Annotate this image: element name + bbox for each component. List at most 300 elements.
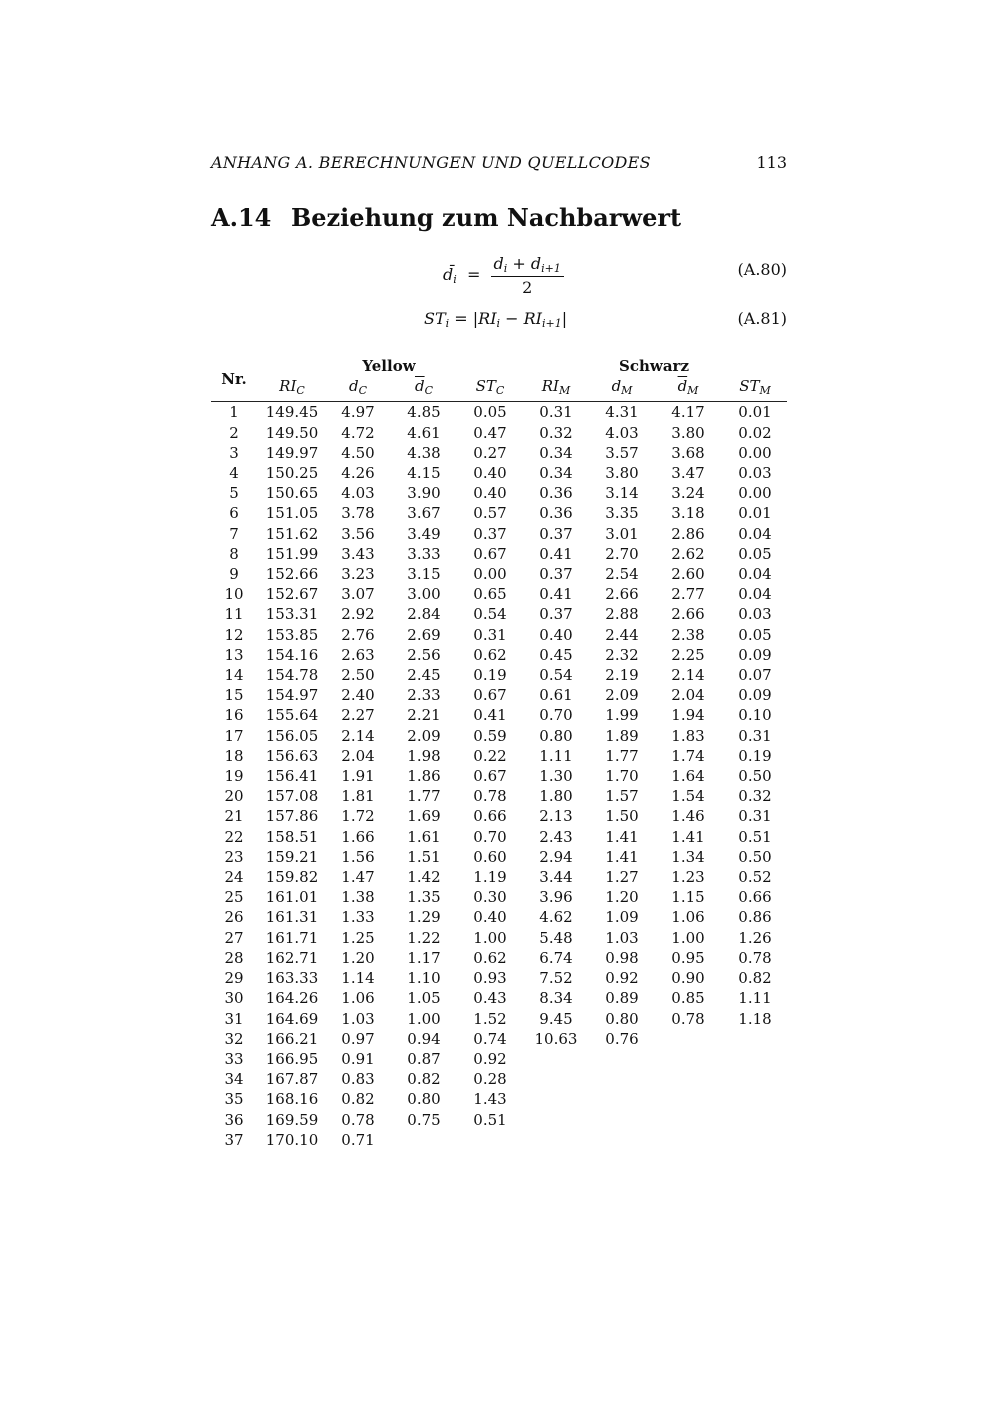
column-header [653, 376, 723, 402]
table-row [211, 1049, 787, 1069]
eq-num: d [493, 254, 504, 273]
eq-text-b: = |RI [449, 309, 497, 328]
table-cell: 1.56 [341, 847, 375, 866]
eq-sub-a: i [445, 317, 450, 330]
section-title: Beziehung zum Nachbarwert [291, 203, 682, 232]
table-cell: 1.77 [605, 746, 639, 765]
table-cell: 169.59 [265, 1110, 319, 1129]
table-cell: 151.99 [265, 544, 319, 563]
table-cell: 0.40 [539, 625, 573, 644]
table-cell: 1.89 [605, 726, 639, 745]
table-cell: 166.95 [265, 1049, 319, 1068]
table-cell: 1.22 [407, 928, 441, 947]
table-row [211, 544, 787, 564]
table-cell [591, 1130, 653, 1150]
table-cell: 154.97 [265, 686, 319, 705]
table-cell: 0.83 [341, 1070, 375, 1089]
table-cell: 1.70 [605, 767, 639, 786]
table-cell: 0.36 [539, 504, 573, 523]
table-cell: 0.80 [539, 726, 573, 745]
column-header-sub: M [621, 384, 633, 398]
table-cell: 2.04 [341, 746, 375, 765]
table-cell: 0.43 [473, 989, 507, 1008]
table-cell: 2.50 [341, 666, 375, 685]
equation-a80-body: $d̄_i$ = $\frac{d_i + d_{i+1}}{2}$ [443, 254, 564, 297]
table-cell: 2.33 [407, 686, 441, 705]
table-cell: 3.96 [539, 888, 573, 907]
table-cell [591, 1110, 653, 1130]
table-cell: 168.16 [265, 1090, 319, 1109]
table-cell: 167.87 [265, 1070, 319, 1089]
table-cell: 2.69 [407, 625, 441, 644]
row-number: 4 [229, 464, 239, 483]
table-cell: 156.63 [265, 746, 319, 765]
table-cell: 158.51 [265, 827, 319, 846]
table-cell: 8.34 [539, 989, 573, 1008]
table-cell: 166.21 [265, 1029, 319, 1048]
row-number: 2 [229, 423, 239, 442]
table-cell: 0.92 [605, 969, 639, 988]
column-header-base: $\overline{d}$ [677, 377, 688, 396]
table-cell: 3.43 [341, 544, 375, 563]
table-cell: 1.06 [341, 989, 375, 1008]
table-cell: 149.50 [265, 423, 319, 442]
table-cell: 2.45 [407, 666, 441, 685]
table-cell: 3.80 [605, 464, 639, 483]
table-cell: 1.80 [539, 787, 573, 806]
table-cell: 153.31 [265, 605, 319, 624]
table-cell: 149.45 [265, 403, 319, 422]
table-cell: 1.23 [671, 868, 705, 887]
table-cell: 1.41 [605, 827, 639, 846]
row-number: 21 [224, 807, 244, 826]
table-cell: 152.67 [265, 585, 319, 604]
table-cell: 0.78 [671, 1009, 705, 1028]
table-cell: 2.62 [671, 544, 705, 563]
table-row [211, 402, 787, 423]
column-header-base: $\overline{d}$ [414, 377, 425, 396]
table-cell: 4.38 [407, 443, 441, 462]
row-number: 17 [224, 726, 244, 745]
table-cell: 10.63 [534, 1029, 578, 1048]
table-cell: 2.66 [671, 605, 705, 624]
table-cell: 154.78 [265, 666, 319, 685]
table-cell: 1.86 [407, 767, 441, 786]
section-number: A.14 [211, 203, 272, 232]
table-cell: 0.02 [738, 423, 772, 442]
table-cell [723, 1029, 787, 1049]
table-row [211, 443, 787, 463]
row-number: 1 [229, 403, 239, 422]
table-cell: 1.99 [605, 706, 639, 725]
eq-sub-b: i [496, 317, 501, 330]
table-row [211, 645, 787, 665]
table-row [211, 746, 787, 766]
table-cell: 2.14 [341, 726, 375, 745]
nr-header: Nr. [211, 356, 257, 402]
row-number: 30 [224, 989, 244, 1008]
table-row [211, 463, 787, 483]
table-cell: 1.06 [671, 908, 705, 927]
table-row [211, 625, 787, 645]
table-cell: 4.17 [671, 403, 705, 422]
table-cell: 0.51 [473, 1110, 507, 1129]
table-row [211, 524, 787, 544]
table-row [211, 705, 787, 725]
column-header-sub: C [495, 384, 505, 398]
table-cell: 1.91 [341, 767, 375, 786]
table-cell: 1.51 [407, 847, 441, 866]
table-row [211, 584, 787, 604]
table-cell: 0.74 [473, 1029, 507, 1048]
table-cell: 0.62 [473, 645, 507, 664]
row-number: 19 [224, 767, 244, 786]
table-cell: 0.86 [738, 908, 772, 927]
table-cell: 0.78 [473, 787, 507, 806]
table-cell: 0.66 [738, 888, 772, 907]
table-cell: 1.26 [738, 928, 772, 947]
table-cell: 0.40 [473, 908, 507, 927]
table-cell: 0.32 [539, 423, 573, 442]
table-cell: 0.61 [539, 686, 573, 705]
table-cell: 0.05 [738, 625, 772, 644]
table-cell: 1.42 [407, 868, 441, 887]
row-number: 13 [224, 645, 244, 664]
table-cell: 0.54 [539, 666, 573, 685]
table-cell: 163.33 [265, 969, 319, 988]
eq-num-sub2: i+1 [541, 262, 561, 275]
row-number: 28 [224, 948, 244, 967]
table-cell: 1.43 [473, 1090, 507, 1109]
eq-text-c: − RI [500, 309, 542, 328]
table-row [211, 988, 787, 1008]
table-cell [389, 1130, 459, 1150]
eq-text-a: ST [424, 309, 446, 328]
table-cell: 5.48 [539, 928, 573, 947]
column-header-sub: C [296, 384, 305, 398]
row-number: 37 [224, 1130, 244, 1149]
eq-lhs: d̄ [443, 265, 454, 284]
column-header-sub: C [358, 384, 368, 398]
eq-den: 2 [522, 278, 533, 297]
table-cell: 0.78 [341, 1110, 375, 1129]
table-cell: 0.67 [473, 686, 507, 705]
table-cell: 4.03 [341, 484, 375, 503]
row-number: 16 [224, 706, 244, 725]
table-cell: 1.41 [671, 827, 705, 846]
table-cell: 0.27 [473, 443, 507, 462]
column-header-base: d [348, 377, 359, 396]
data-table [211, 356, 787, 1150]
table-cell: 1.35 [407, 888, 441, 907]
table-row [211, 665, 787, 685]
table-row [211, 1069, 787, 1089]
table-cell: 1.77 [407, 787, 441, 806]
table-cell: 0.03 [738, 464, 772, 483]
table-cell: 1.38 [341, 888, 375, 907]
table-cell: 4.72 [341, 423, 375, 442]
eq-num-sub1: i [503, 262, 508, 275]
table-cell: 1.72 [341, 807, 375, 826]
table-cell: 1.11 [539, 746, 573, 765]
table-cell: 162.71 [265, 948, 319, 967]
table-cell: 164.69 [265, 1009, 319, 1028]
table-body [211, 402, 787, 1150]
table-cell: 153.85 [265, 625, 319, 644]
table-cell [723, 1049, 787, 1069]
table-cell: 0.34 [539, 443, 573, 462]
table-cell: 0.80 [407, 1090, 441, 1109]
table-cell: 1.00 [473, 928, 507, 947]
table-cell [521, 1130, 591, 1150]
table-cell: 161.31 [265, 908, 319, 927]
row-number: 31 [224, 1009, 244, 1028]
table-row [211, 928, 787, 948]
table-cell: 161.01 [265, 888, 319, 907]
table-row [211, 766, 787, 786]
table-row [211, 806, 787, 826]
table-cell: 0.00 [473, 565, 507, 584]
eq-lhs-sub: i [453, 273, 457, 286]
table-cell: 6.74 [539, 948, 573, 967]
table-cell: 9.45 [539, 1009, 573, 1028]
table-cell: 1.69 [407, 807, 441, 826]
table-cell: 0.31 [473, 625, 507, 644]
table-cell: 0.04 [738, 524, 772, 543]
group-schwarz-header: Schwarz [619, 357, 689, 375]
table-cell: 1.30 [539, 767, 573, 786]
table-cell: 1.57 [605, 787, 639, 806]
table-cell: 0.41 [539, 585, 573, 604]
table-cell: 7.52 [539, 969, 573, 988]
table-cell: 0.37 [539, 565, 573, 584]
table-cell: 0.65 [473, 585, 507, 604]
table-cell: 2.70 [605, 544, 639, 563]
table-cell: 3.90 [407, 484, 441, 503]
table-cell: 0.41 [473, 706, 507, 725]
table-cell: 1.34 [671, 847, 705, 866]
column-header [389, 376, 459, 402]
table-cell: 0.62 [473, 948, 507, 967]
table-cell: 1.27 [605, 868, 639, 887]
table-cell: 4.97 [341, 403, 375, 422]
table-cell: 0.41 [539, 544, 573, 563]
column-header-sub: C [424, 384, 434, 398]
row-number: 27 [224, 928, 244, 947]
table-cell: 2.14 [671, 666, 705, 685]
table-row [211, 1130, 787, 1150]
table-cell: 1.19 [473, 868, 507, 887]
running-head: ANHANG A. BERECHNUNGEN UND QUELLCODES [211, 153, 651, 172]
table-cell: 3.18 [671, 504, 705, 523]
table-cell: 3.67 [407, 504, 441, 523]
table-cell: 0.32 [738, 787, 772, 806]
row-number: 35 [224, 1090, 244, 1109]
table-cell: 2.40 [341, 686, 375, 705]
table-cell: 149.97 [265, 443, 319, 462]
table-cell: 3.00 [407, 585, 441, 604]
table-cell: 1.81 [341, 787, 375, 806]
row-number: 25 [224, 888, 244, 907]
column-header-base: ST [739, 377, 760, 396]
table-cell [723, 1069, 787, 1089]
table-cell: 0.04 [738, 565, 772, 584]
table-cell: 2.54 [605, 565, 639, 584]
table-cell: 1.17 [407, 948, 441, 967]
table-cell: 3.07 [341, 585, 375, 604]
table-cell: 1.54 [671, 787, 705, 806]
table-cell: 1.64 [671, 767, 705, 786]
table-cell: 2.92 [341, 605, 375, 624]
table-row [211, 948, 787, 968]
table-cell: 1.03 [605, 928, 639, 947]
table-row [211, 1089, 787, 1109]
table-cell: 0.37 [539, 605, 573, 624]
row-number: 34 [224, 1070, 244, 1089]
table-cell: 0.00 [738, 484, 772, 503]
table-cell: 1.00 [671, 928, 705, 947]
eq-sub-c: i+1 [542, 317, 562, 330]
table-cell: 0.98 [605, 948, 639, 967]
table-cell: 1.14 [341, 969, 375, 988]
table-cell: 2.66 [605, 585, 639, 604]
table-cell: 1.52 [473, 1009, 507, 1028]
row-number: 7 [229, 524, 239, 543]
table-row [211, 564, 787, 584]
table-row [211, 604, 787, 624]
table-group-row [211, 356, 787, 376]
table-cell: 2.32 [605, 645, 639, 664]
table-cell [591, 1049, 653, 1069]
table-cell: 150.25 [265, 464, 319, 483]
table-cell: 3.68 [671, 443, 705, 462]
table-cell: 1.66 [341, 827, 375, 846]
table-cell: 1.46 [671, 807, 705, 826]
table-cell: 4.03 [605, 423, 639, 442]
table-row [211, 1009, 787, 1029]
table-cell [653, 1049, 723, 1069]
table-cell: 0.37 [539, 524, 573, 543]
table-cell: 150.65 [265, 484, 319, 503]
table-cell: 0.50 [738, 847, 772, 866]
table-cell: 151.62 [265, 524, 319, 543]
table-cell: 0.00 [738, 443, 772, 462]
table-cell: 156.41 [265, 767, 319, 786]
row-number: 20 [224, 787, 244, 806]
table-cell [653, 1110, 723, 1130]
table-column-row [211, 376, 787, 402]
column-header-sub: M [558, 384, 571, 398]
table-cell: 0.82 [738, 969, 772, 988]
table-cell: 1.18 [738, 1009, 772, 1028]
table-cell: 3.80 [671, 423, 705, 442]
column-header [459, 376, 521, 402]
table-cell: 0.09 [738, 686, 772, 705]
table-cell: 0.03 [738, 605, 772, 624]
table-cell: 1.98 [407, 746, 441, 765]
row-number: 33 [224, 1049, 244, 1068]
table-cell [653, 1029, 723, 1049]
table-cell: 3.14 [605, 484, 639, 503]
table-cell [459, 1130, 521, 1150]
table-cell: 0.37 [473, 524, 507, 543]
table-cell: 2.76 [341, 625, 375, 644]
table-cell: 0.91 [341, 1049, 375, 1068]
table-cell: 0.95 [671, 948, 705, 967]
table-cell: 3.23 [341, 565, 375, 584]
row-number: 22 [224, 827, 244, 846]
table-row [211, 786, 787, 806]
table-cell: 0.05 [473, 403, 507, 422]
table-cell: 0.75 [407, 1110, 441, 1129]
equation-a81 [211, 308, 787, 352]
table-cell [653, 1089, 723, 1109]
table-cell: 0.10 [738, 706, 772, 725]
table-cell: 0.05 [738, 544, 772, 563]
table-cell [723, 1110, 787, 1130]
table-cell: 0.31 [738, 807, 772, 826]
table-cell: 2.94 [539, 847, 573, 866]
column-header-base: d [611, 377, 622, 396]
table-cell: 0.50 [738, 767, 772, 786]
table-cell [521, 1049, 591, 1069]
table-cell: 2.56 [407, 645, 441, 664]
equation-a80 [211, 248, 787, 297]
table-cell: 1.74 [671, 746, 705, 765]
table-cell: 0.70 [539, 706, 573, 725]
table-cell: 1.83 [671, 726, 705, 745]
table-cell: 4.26 [341, 464, 375, 483]
table-cell: 2.84 [407, 605, 441, 624]
table-cell: 0.34 [539, 464, 573, 483]
table-cell [521, 1089, 591, 1109]
table-cell: 0.78 [738, 948, 772, 967]
table-cell: 2.77 [671, 585, 705, 604]
column-header-base: RI [541, 377, 559, 396]
table-cell: 4.50 [341, 443, 375, 462]
table-cell: 4.62 [539, 908, 573, 927]
row-number: 5 [229, 484, 239, 503]
table-cell: 4.31 [605, 403, 639, 422]
table-cell: 0.57 [473, 504, 507, 523]
table-cell: 1.29 [407, 908, 441, 927]
column-header-sub: M [759, 384, 771, 398]
table-cell: 2.27 [341, 706, 375, 725]
table-cell: 0.04 [738, 585, 772, 604]
column-header-base: ST [475, 377, 496, 396]
table-row [211, 483, 787, 503]
column-header [591, 376, 653, 402]
table-cell: 0.80 [605, 1009, 639, 1028]
table-cell: 0.87 [407, 1049, 441, 1068]
section-heading [211, 203, 681, 232]
table-cell: 157.86 [265, 807, 319, 826]
table-cell: 2.63 [341, 645, 375, 664]
table-cell: 4.85 [407, 403, 441, 422]
table-cell: 1.25 [341, 928, 375, 947]
table-cell: 1.03 [341, 1009, 375, 1028]
column-header [257, 376, 327, 402]
table-cell: 1.20 [605, 888, 639, 907]
row-number: 14 [224, 666, 244, 685]
table-cell: 152.66 [265, 565, 319, 584]
table-cell: 1.00 [407, 1009, 441, 1028]
table-cell: 155.64 [265, 706, 319, 725]
table-cell: 0.30 [473, 888, 507, 907]
table-cell [521, 1069, 591, 1089]
table-cell: 161.71 [265, 928, 319, 947]
table-cell: 0.19 [738, 746, 772, 765]
